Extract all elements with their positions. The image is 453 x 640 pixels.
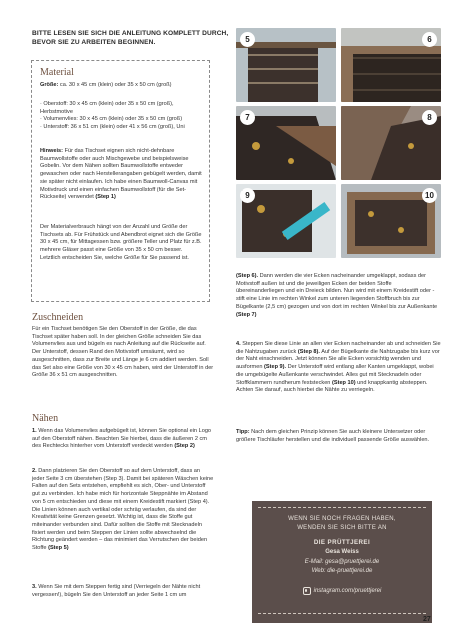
divider [258,507,426,508]
contact-instagram[interactable] [252,587,432,595]
material-list-item: · Unterstoff: 36 x 51 cm (klein) oder 41 x 56 cm (groß), Uni [40,124,185,131]
step-ref: (Step 8). [297,348,320,355]
step-ref: (Step 9). [264,364,287,371]
contact-email[interactable]: E-Mail: gesa@pruettjerei.de [304,559,380,565]
step-number-badge: 6 [422,32,437,47]
step-text: Dann werden die vier Ecken nacheinander umgeklappt, sodass der Motivstoff außen ist und die jeweiligen Ecken der beiden Stoffe übereinanderliegen und ein Dreieck bilden. Nun wird mit einem Kreidestift oder -stift eine Linie im rechten Winkel zum unteren liegenden Stoffbruch bis zur Bügelkante (2,5 cm) gezogen und von dort im rechten Winkel bis zur Außenkante [236,273,438,310]
divider [258,613,426,614]
instagram-icon [303,587,311,595]
step-number-badge: 5 [240,32,255,47]
step-ref: (Step 5) [48,545,69,552]
material-list-item: · Volumenvlies: 30 x 45 cm (klein) oder 35 x 50 cm (groß) [40,116,183,123]
hint-step: (Step 1) [95,194,116,201]
step-number: 2. [32,468,37,474]
step-photo-8 [341,106,441,180]
right-step-4 [236,341,441,395]
step-text: Der Unterstoff wird entlang aller Kanten umgeklappt, wobei die umgebügelte Außenkante verschwindet. Alles gut mit Stecknadeln oder Stoffklammern rundherum feststecken [236,364,434,386]
hint-label: Hinweis: [40,148,64,154]
right-step-6 [236,273,441,319]
instagram-handle: instagram.com/pruettjerei [313,588,382,594]
step-photo-grid [236,28,441,258]
cutting-text: Für ein Tischset benötigen Sie den Oberstoff in der Größe, die das Tischset später haben soll. In der gleichen Größe schneiden Sie das Volumenvlies aus und bügeln es nach Anleitung auf die Rückseite auf. Der Unterstoff, dessen Rand den Motivstoff umsäumt, wird so ausgeschnitten, dass zur Breite und Länge je 6 cm addiert werden. Soll das Set also eine Größe von 30 x 45 cm haben, wird der Unterstoff in der Größe 36 x 51 cm ausgeschnitten. [32,326,214,379]
step-photo-10 [341,184,441,258]
step-ref: (Step 6). [236,273,259,279]
step-photo-6 [341,28,441,102]
contact-person: Gesa Weiss [325,549,359,555]
step-text: Auf der Bügelkante die Nahtzugabe bis kurz vor der Naht einschneiden. Jetzt können Sie alle Ecken vorsichtig wenden und ausformen [236,348,440,371]
size-text: ca. 30 x 45 cm (klein) oder 35 x 50 cm (groß) [59,82,172,88]
step-number-badge: 10 [422,188,437,203]
contact-box [252,501,432,623]
material-hint [40,148,204,202]
intro-note: BITTE LESEN SIE SICH DIE ANLEITUNG KOMPLETT DURCH, BEVOR SIE ZU ARBEITEN BEGINNEN. [32,30,229,46]
company-name: DIE PRÜTTJEREI [313,539,371,546]
step-number: 4. [236,341,241,347]
step-number-badge: 7 [240,110,255,125]
material-heading: Material [40,67,74,78]
step-photo-7 [236,106,336,180]
step-text: Dann platzieren Sie den Oberstoff so auf dem Unterstoff, dass an jeder Seite 3 cm überstehen (Step 3). Damit bei späteren Wäschen keine Falten auf den Sets entstehen, empfiehlt es sich, Ober- und Unterstoff gut zu verbinden. Ich habe mich für horizontale Steppnähte im Abstand von 5 cm entschieden und diese mit einem Kreidestift markiert (Step 4). Die Linien können auch vertikal oder schräg verlaufen, da sind der Kreativität keine Grenzen gesetzt. Wichtig ist, dass die Stoffe gut miteinander verbunden sind. Dafür sollten die Stoffe mit Stecknadeln fixiert werden und beim Steppen der Linien sollte abwechselnd die Richtung geändert werden – das minimiert das Verrutschen der beiden Stoffe [32,468,214,552]
tip-label: Tipp: [236,429,250,435]
tip-paragraph [236,429,441,444]
sewing-step-3 [32,584,214,599]
material-size [40,82,204,90]
cutting-heading: Zuschneiden [32,312,84,323]
contact-web[interactable]: Web: die-pruettjerei.de [311,568,373,574]
step-ref: (Step 7) [236,311,257,318]
step-number-badge: 8 [422,110,437,125]
contact-line: WENN SIE NOCH FRAGEN HABEN, [288,516,396,522]
step-text: und knappkantig absteppen. Achten Sie darauf, auch hierbei die Nähte zu verriegeln. [236,379,428,394]
sewing-step-2 [32,468,214,553]
contact-intro [252,515,432,532]
step-text: Wenn das Volumenvlies aufgebügelt ist, können Sie optional ein Logo auf den Oberstoff nähen. Beachten Sie hierbei, dass die äußeren 2 cm des Rechtecks hinterher vom Unterstoff verdeckt werden [32,428,212,450]
page-number: 27 [423,616,431,623]
material-list [40,101,200,132]
sewing-step-1 [32,428,214,451]
step-number: 1. [32,428,37,434]
material-consumption: Der Materialverbrauch hängt von der Anzahl und Größe der Tischsets ab. Für Frühstück und Abendbrot eignet sich die Größe 30 x 45 cm, für Mittagessen bzw. größere Teller und Platz für z.B. mehrere Gläser passt eine Größe von 35 x 50 cm besser. Letztlich entscheiden Sie, welche Größe für Sie passend ist. [40,224,202,261]
step-text: Wenn Sie mit dem Steppen fertig sind (Verriegeln der Nähte nicht vergessen!), bügeln Sie den Unterstoff an jeder Seite 1 cm um [32,584,201,598]
size-label: Größe: [40,82,59,88]
step-ref: (Step 2) [174,443,195,450]
material-list-item: · Oberstoff: 30 x 45 cm (klein) oder 35 x 50 cm (groß), Herbstmotive [40,101,174,115]
contact-line: WENDEN SIE SICH BITTE AN [297,524,387,531]
sewing-heading: Nähen [32,413,59,424]
step-photo-9 [236,184,336,258]
step-number: 3. [32,584,37,590]
step-photo-5 [236,28,336,102]
hint-text: Für das Tischset eignen sich nicht-dehnbare Baumwollstoffe oder auch Mischgewebe und beispielsweise Gobelin. Vor dem Nähen sollten Baumwollstoffe entweder gewaschen oder nach Herstellerangaben gebügelt werden, damit sie später nicht einlaufen. Ich habe einen Baumwoll-Canvas mit Motivdruck und einen einfachen Baumwollstoff (für die Set-Rückseite) verwendet [40,148,202,201]
step-text: Steppen Sie diese Linie an allen vier Ecken nacheinander ab und schneiden Sie die Nahtzugaben zurück [236,341,441,355]
step-number-badge: 9 [240,188,255,203]
tip-text: Nach dem gleichen Prinzip können Sie auch kleinere Untersetzer oder größere Tischläufer herstellen und die individuell passende Größe auswählen. [236,429,430,443]
step-ref: (Step 10) [331,379,356,386]
